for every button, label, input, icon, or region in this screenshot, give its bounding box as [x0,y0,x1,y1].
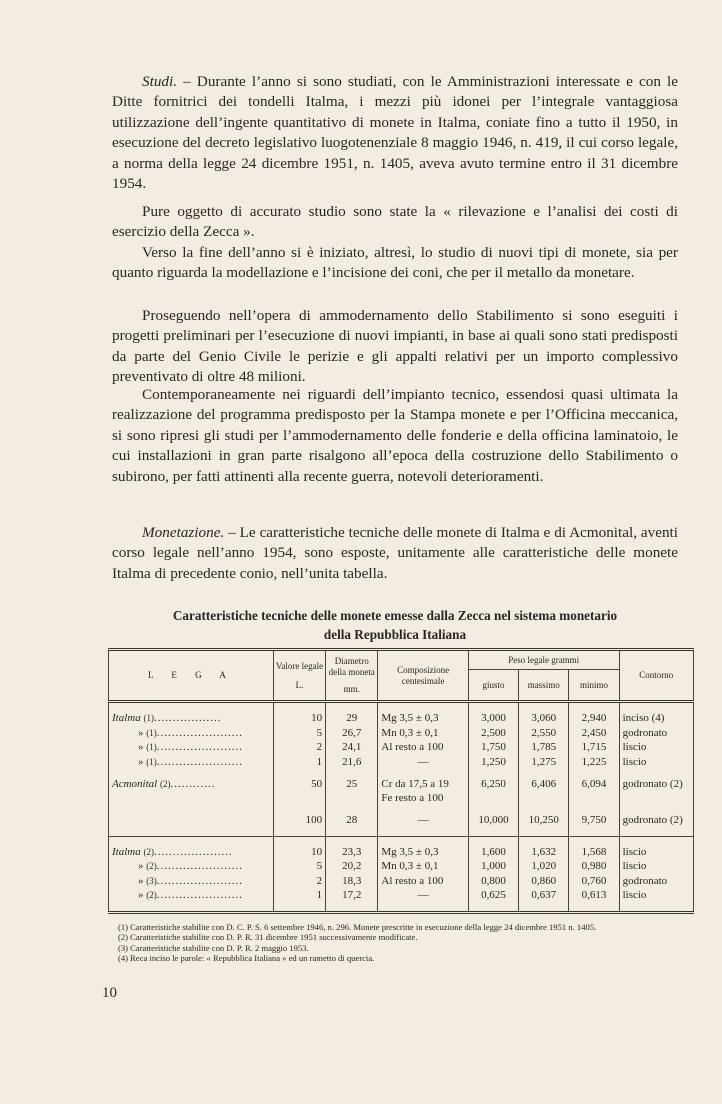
row-note: (2) [146,890,157,900]
row-giusto: 2,500 [468,726,518,741]
row-giusto: 1,250 [468,755,518,770]
row-valore: 2 [273,740,325,755]
row-massimo: 1,275 [519,755,569,770]
row-lega: Italma [112,845,141,858]
row-lega: » [138,741,144,753]
header-giusto: giusto [468,670,518,702]
row-diametro: 21,6 [326,755,378,770]
row-dots: ....................... [156,755,243,768]
row-contorno: liscio [619,845,693,860]
row-contorno: liscio [619,740,693,755]
row-massimo: 3,060 [519,711,569,726]
row-minimo: 2,940 [569,711,619,726]
paragraph-ammodernamento [112,306,678,388]
table-row [109,845,694,860]
row-note: (1) [146,742,157,752]
table-row [109,755,694,770]
table-row [109,859,694,874]
row-massimo: 2,550 [519,726,569,741]
row-composizione: — [378,755,468,770]
row-diametro: 18,3 [326,874,378,889]
row-giusto: 1,600 [468,845,518,860]
coin-table-wrapper [108,648,696,914]
footnote: (4) Reca inciso le parole: « Repubblica Italiana » ed un rametto di quercia. [118,953,375,964]
monetazione-text: – Le caratteristiche tecniche delle monete di Italma e di Acmonital, aventi corso legale nell’anno 1954, sono esposte, unitamente alle caratteristiche delle monete Italma di precedente conio, nell’unita tabella. [112,524,678,582]
row-valore: 10 [273,711,325,726]
footnote: (2) Caratteristiche stabilite con D. P. R. 31 dicembre 1951 successivamente modificate. [118,932,418,943]
paragraph-nuovi-tipi [112,243,678,284]
row-note: (1) [146,756,157,767]
paragraph-nuovi-tipi-text: Verso la fine dell’anno si è iniziato, altresì, lo studio di nuovi tipi di monete, sia per quanto riguarda la modellazione e l’incisione dei coni, che per il metallo da monetare. [112,244,678,282]
row-valore: 5 [273,859,325,874]
header-peso: Peso legale grammi [468,650,619,670]
row-dots: ....................... [156,889,243,901]
table-title-line2: della Repubblica Italiana [323,627,467,642]
row-composizione: Mn 0,3 ± 0,1 [378,726,468,741]
row-composizione: Mg 3,5 ± 0,3 [378,845,468,860]
table-row [109,777,694,805]
row-massimo: 0,637 [519,888,569,903]
coin-characteristics-table [108,648,694,914]
paragraph-costi-text: Pure oggetto di accurato studio sono state la « rilevazione e l’analisi dei costi di esercizio della Zecca ». [112,203,678,241]
row-giusto: 10,000 [468,813,518,828]
table-row [109,874,694,889]
studi-label: Studi. [142,73,178,90]
row-valore: 1 [273,888,325,903]
row-minimo: 1,225 [569,755,619,770]
row-contorno: godronato [619,726,693,741]
row-note: (1) [143,713,154,723]
row-minimo: 6,094 [569,777,619,805]
row-dots: ....................... [156,860,243,872]
row-lega: » [138,726,144,739]
row-giusto: 0,625 [468,888,518,903]
row-lega: » [138,889,144,901]
row-diametro: 25 [326,777,378,805]
paragraph-impianto-tecnico [112,385,678,487]
row-note: (2) [159,779,171,789]
row-minimo: 9,750 [569,813,619,828]
row-diametro: 17,2 [326,888,378,903]
row-dots: ....................... [156,874,243,887]
row-minimo: 1,715 [569,740,619,755]
row-dots: ....................... [156,726,243,739]
header-diametro-label: Diametro della moneta [328,656,375,677]
row-note: (3) [146,875,157,886]
paragraph-costi [112,202,678,243]
table-row [109,711,694,726]
footnote: (1) Caratteristiche stabilite con D. C. P. S. 6 settembre 1946, n. 296. Monete prescritte in esecuzione della legge 24 dicembre 1951 n. 1405. [118,922,597,932]
row-minimo: 0,980 [569,859,619,874]
row-contorno: godronato (2) [619,813,693,828]
table-row [109,726,694,741]
row-giusto: 3,000 [468,711,518,726]
row-lega: Acmonital [112,778,158,790]
row-lega: » [138,874,144,887]
header-massimo: massimo [519,670,569,702]
row-massimo: 1,785 [519,740,569,755]
row-minimo: 2,450 [569,726,619,741]
paragraph-ammodernamento-text: Proseguendo nell’opera di ammodernamento dello Stabilimento si sono eseguiti i progetti preliminari per l’esecuzione di nuovi impianti, in base ai quali sono stati predisposti da parte del Genio Civile le perizie e gli appalti relativi per un importo complessivo preventivato di oltre 48 milioni. [112,307,678,386]
row-contorno: godronato (2) [619,777,693,805]
row-valore: 2 [273,874,325,889]
row-massimo: 0,860 [519,874,569,889]
row-giusto: 1,000 [468,859,518,874]
row-lega: Italma [112,712,141,724]
paragraph-impianto-tecnico-text: Contemporaneamente nei riguardi dell’impianto tecnico, essendosi quasi ultimata la realizzazione del programma predisposto per la Stampa monete e per l’Officina meccanica, si sono ripresi gli studi per l’ammodernamento delle fonderie e della officina laminatoio, le cui installazioni in gran parte risalgono all’epoca della costruzione dello Stabilimento o subirono, per fatti attinenti alla recente guerra, notevoli deterioramenti. [112,386,678,485]
footnote: (3) Caratteristiche stabilite con D. P. R. 2 maggio 1953. [118,942,309,953]
row-minimo: 1,568 [569,845,619,860]
row-note: (2) [143,846,154,857]
row-valore: 100 [273,813,325,828]
row-composizione: Al resto a 100 [378,874,468,889]
table-row [109,740,694,755]
row-diametro: 29 [326,711,378,726]
header-lega: L E G A [109,650,274,702]
table-title [112,606,678,644]
row-valore: 1 [273,755,325,770]
row-giusto: 1,750 [468,740,518,755]
header-diametro-unit: mm. [343,684,360,694]
row-diametro: 23,3 [326,845,378,860]
studi-text: – Durante l’anno si sono studiati, con le Amministrazioni interessate e con le Ditte fornitrici dei tondelli Italma, i mezzi più idonei per l’integrale vantaggiosa utilizzazione dell’ingente quantitativo di monete in Italma, coniate fino a tutto il 1950, in esecuzione del decreto legislativo luogotenenziale 8 maggio 1946, n. 419, il cui corso legale, a norma della legge 24 dicembre 1951, n. 1405, aveva avuto termine entro il 31 dicembre 1954. [112,73,678,193]
row-note: (1) [146,727,157,738]
header-valore [273,650,325,702]
row-composizione: — [378,813,468,828]
header-valore-unit: L. [295,679,304,690]
row-dots: ..................... [153,845,233,858]
row-dots: .................. [153,712,222,724]
monetazione-label: Monetazione. [142,524,225,541]
row-diametro: 20,2 [326,859,378,874]
header-diametro [326,650,378,702]
paragraph-studi [112,72,678,194]
table-row [109,888,694,903]
row-diametro: 24,1 [326,740,378,755]
row-contorno: liscio [619,859,693,874]
header-minimo: minimo [569,670,619,702]
table-row [109,813,694,828]
row-composizione: Al resto a 100 [378,740,468,755]
row-massimo: 10,250 [519,813,569,828]
row-valore: 10 [273,845,325,860]
row-composizione: Cr da 17,5 a 19 [381,778,449,790]
row-valore: 5 [273,726,325,741]
page-number: 10 [102,985,117,1001]
row-contorno: liscio [619,888,693,903]
row-giusto: 6,250 [468,777,518,805]
row-contorno: godronato [619,874,693,889]
row-contorno: liscio [619,755,693,770]
row-contorno: inciso (4) [619,711,693,726]
table-title-line1: Caratteristiche tecniche delle monete emesse dalla Zecca nel sistema monetario [172,608,618,623]
row-composizione: Mg 3,5 ± 0,3 [378,711,468,726]
row-massimo: 1,632 [519,845,569,860]
row-diametro: 28 [326,813,378,828]
row-composizione: Mn 0,3 ± 0,1 [378,859,468,874]
row-dots: ............ [170,778,216,790]
header-contorno: Contorno [619,650,693,702]
row-minimo: 0,613 [569,888,619,903]
row-dots: ....................... [156,741,243,753]
footnotes [118,922,658,964]
row-massimo: 1,020 [519,859,569,874]
row-valore: 50 [273,777,325,805]
row-lega: » [138,860,144,872]
row-massimo: 6,406 [519,777,569,805]
row-giusto: 0,800 [468,874,518,889]
row-composizione: — [378,888,468,903]
paragraph-monetazione [112,523,678,584]
row-note: (2) [146,861,157,871]
header-valore-label: Valore legale [275,660,324,671]
header-composizione: Composizione centesimale [378,650,468,702]
row-composizione-2: Fe resto a 100 [381,792,444,804]
row-minimo: 0,760 [569,874,619,889]
row-lega: » [138,755,144,768]
row-diametro: 26,7 [326,726,378,741]
